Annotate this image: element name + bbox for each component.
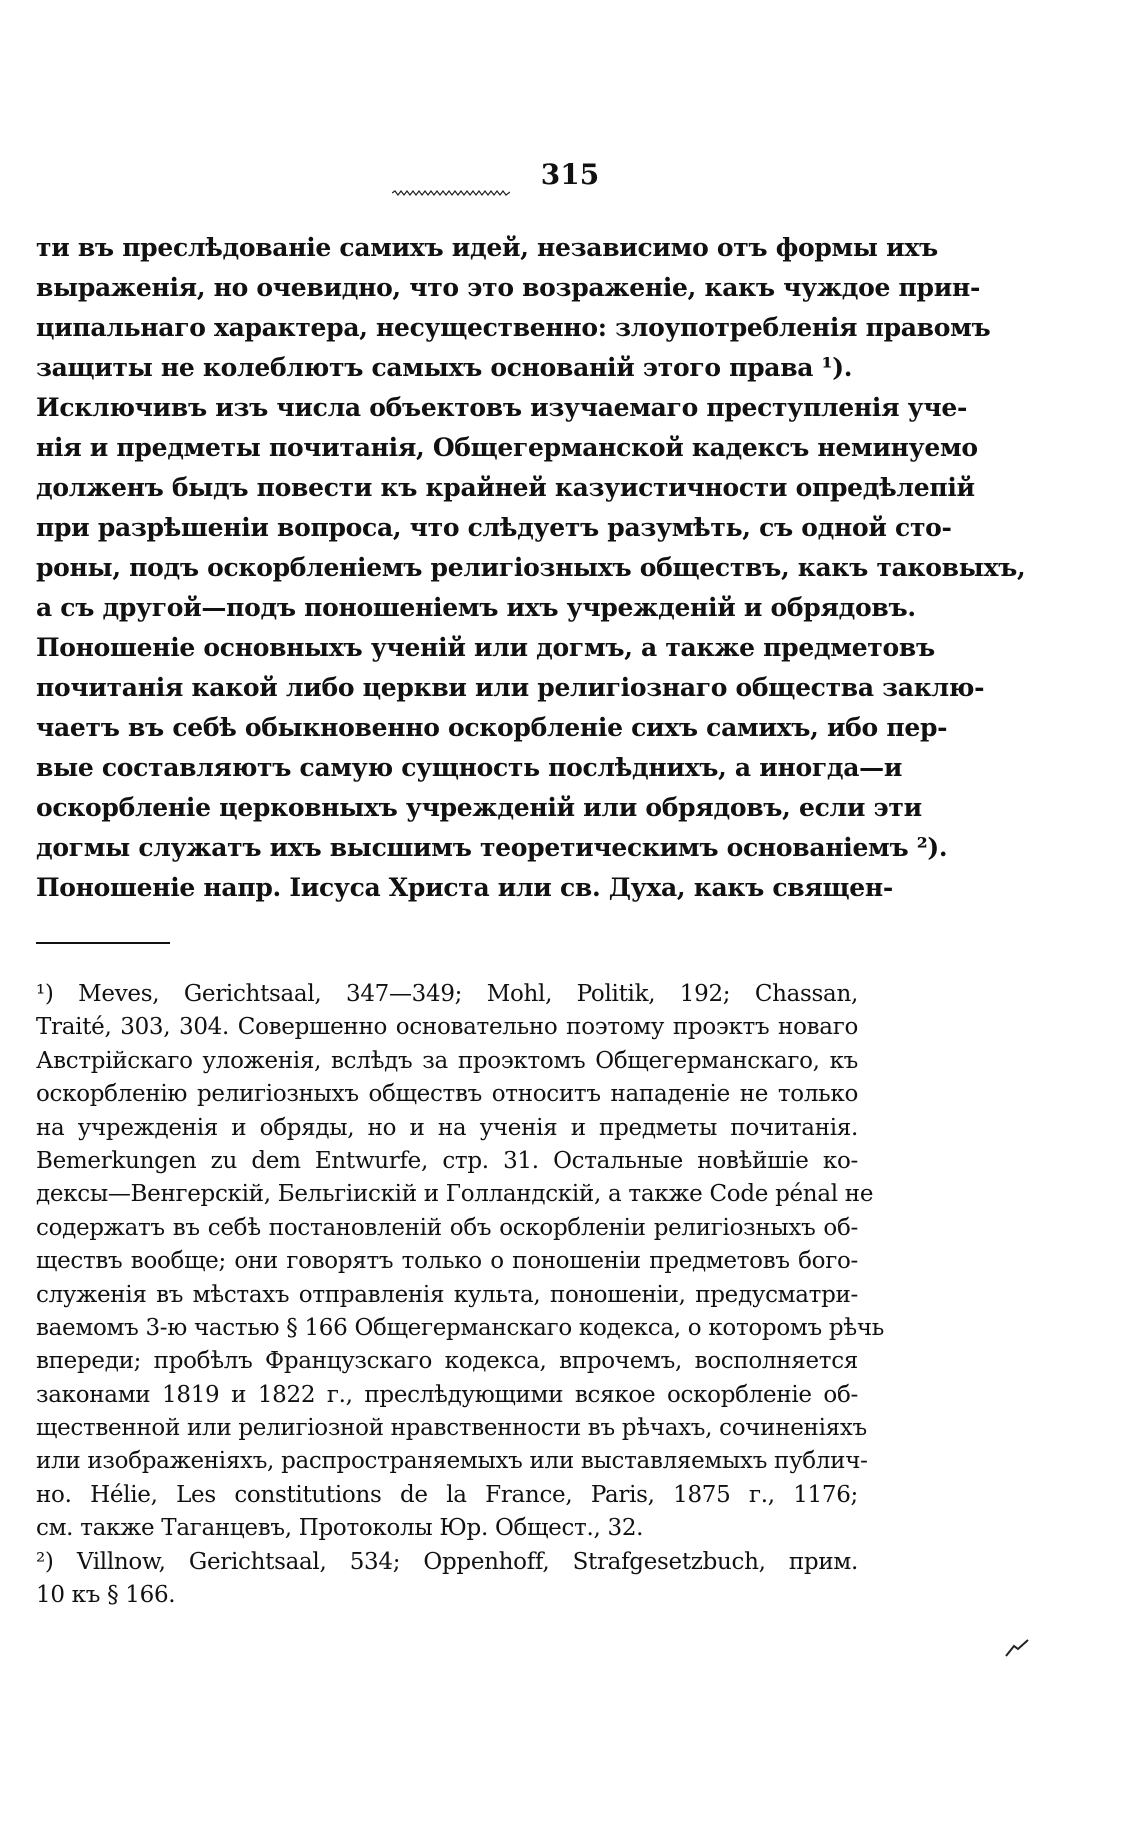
body-line: оскорбленіе церковныхъ учрежденій или обрядовъ, если эти (36, 793, 922, 822)
footnote-line: впереди; пробѣлъ Французскаго кодекса, впрочемъ, восполняется (36, 1348, 858, 1375)
body-line: а съ другой—подъ поношеніемъ ихъ учрежденій и обрядовъ. (36, 593, 916, 622)
footnote-line: содержатъ въ себѣ постановленій объ оскорбленіи религіозныхъ об- (36, 1214, 858, 1241)
footnote-line: Австрійскаго уложенія, вслѣдъ за проэктомъ Общегерманскаго, къ (36, 1047, 858, 1074)
footnote-line: законами 1819 и 1822 г., преслѣдующими всякое оскорбленіе об- (36, 1381, 858, 1408)
body-line: догмы служатъ ихъ высшимъ теоретическимъ основаніемъ ²). (36, 833, 948, 862)
body-line: при разрѣшеніи вопроса, что слѣдуетъ разумѣть, съ одной сто- (36, 513, 952, 542)
footnote-line: на учрежденія и обряды, но и на ученія и предметы почитанія. (36, 1114, 858, 1141)
footnote-1 (36, 978, 884, 1546)
footnote-separator (36, 942, 170, 944)
footnotes (36, 978, 884, 1612)
body-line: Исключивъ изъ числа объектовъ изучаемаго преступленія уче- (36, 393, 968, 422)
footnote-line: но. Hélie, Les constitutions de la France, Paris, 1875 г., 1176; (36, 1481, 858, 1508)
footnote-line: или изображеніяхъ, распространяемыхъ или выставляемыхъ публич- (36, 1448, 868, 1475)
page-number: 315 (540, 158, 600, 191)
body-line: почитанія какой либо церкви или религіознаго общества заклю- (36, 673, 985, 702)
body-line: вые составляютъ самую сущность послѣднихъ, а иногда—и (36, 753, 903, 782)
body-text (36, 228, 1026, 908)
body-line: ципальнаго характера, несущественно: злоупотребленія правомъ (36, 313, 991, 342)
footnote-line: дексы—Венгерскій, Бельгіискій и Голландскій, а также Code pénal не (36, 1181, 874, 1208)
footnote-line: ²) Villnow, Gerichtsaal, 534; Oppenhoff, Strafgesetzbuch, прим. (36, 1548, 858, 1575)
page-number-wavy-rule (392, 190, 510, 196)
footnote-line: ществъ вообще; они говорятъ только о поношеніи предметовъ бого- (36, 1248, 858, 1275)
footnote-2 (36, 1546, 858, 1613)
footnote-line: ¹) Meves, Gerichtsaal, 347—349; Mohl, Politik, 192; Chassan, (36, 981, 858, 1007)
footnote-line: 10 къ § 166. (36, 1582, 176, 1609)
body-line: чаетъ въ себѣ обыкновенно оскорбленіе сихъ самихъ, ибо пер- (36, 713, 948, 742)
body-line: роны, подъ оскорбленіемъ религіозныхъ обществъ, какъ таковыхъ, (36, 553, 1026, 582)
footnote-line: Traité, 303, 304. Совершенно основательно поэтому проэктъ новаго (36, 1014, 858, 1041)
footnote-line: ваемомъ 3-ю частью § 166 Общегерманскаго кодекса, о которомъ рѣчь (36, 1314, 884, 1341)
footnote-line: щественной или религіозной нравственности въ рѣчахъ, сочиненіяхъ (36, 1415, 867, 1442)
footnote-line: оскорбленію религіозныхъ обществъ относитъ нападеніе не только (36, 1081, 858, 1108)
body-line: выраженія, но очевидно, что это возраженіе, какъ чуждое прин- (36, 273, 981, 302)
body-line: защиты не колеблютъ самыхъ основаній этого права ¹). (36, 353, 853, 382)
body-line: ти въ преслѣдованіе самихъ идей, независимо отъ формы ихъ (36, 233, 938, 262)
body-line: нія и предметы почитанія, Общегерманской кадексъ неминуемо (36, 433, 978, 462)
footnote-line: Bemerkungen zu dem Entwurfe, стр. 31. Остальные новѣйшіе ко- (36, 1147, 858, 1174)
body-line: долженъ быдъ повести къ крайней казуистичности опредѣлепій (36, 473, 975, 502)
footnote-line: см. также Таганцевъ, Протоколы Юр. Общест., 32. (36, 1515, 644, 1542)
body-line: Поношеніе напр. Іисуса Христа или св. Духа, какъ священ- (36, 873, 893, 902)
footnote-line: служенія въ мѣстахъ отправленія культа, поношеніи, предусматри- (36, 1281, 858, 1308)
body-line: Поношеніе основныхъ ученій или догмъ, а также предметовъ (36, 633, 935, 662)
pen-mark-icon (1004, 1638, 1030, 1658)
